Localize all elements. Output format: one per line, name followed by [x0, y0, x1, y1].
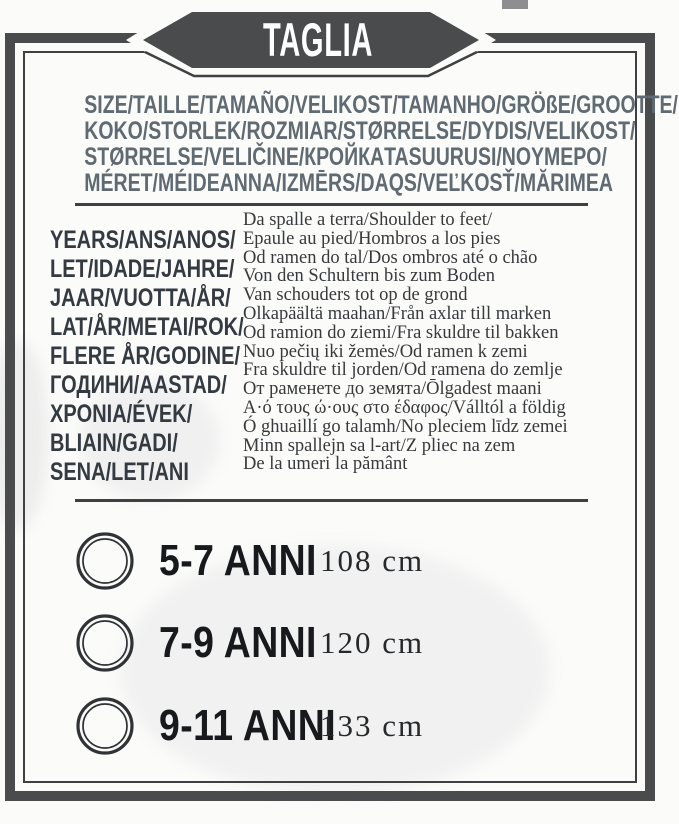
measurement-line: Von den Schultern bis zum Boden — [243, 266, 495, 287]
size-checkbox-circle — [75, 696, 135, 756]
size-age-label: 9-11 ANNI — [159, 701, 337, 750]
size-row — [15, 520, 645, 602]
measurement-line: Fra skuldre til jorden/Od ramena do zemlje — [243, 360, 563, 381]
age-column-line: SENA/LET/ANI — [50, 458, 189, 486]
measurement-line: Minn spallejn sa l-art/Z pliec na zem — [243, 435, 516, 456]
measurement-line: Α·ό τους ώ·ους στο έδαφος/Válltól a földig — [243, 397, 566, 418]
age-column-line: JAAR/VUOTTA/ÅR/ — [50, 284, 231, 312]
taglia-banner — [0, 0, 679, 92]
measurement-line: Da spalle a terra/Shoulder to feet/ — [243, 210, 493, 230]
age-column-line: YEARS/ANS/ANOS/ — [50, 226, 236, 254]
age-column-line: LET/IDADE/JAHRE/ — [50, 255, 235, 283]
age-column-line: FLERE ÅR/GODINE/ — [50, 342, 241, 370]
age-column-line: XPONIA/ÉVEK/ — [50, 400, 193, 428]
measurement-line: Olkapäältä maahan/Från axlar till marken — [243, 303, 552, 324]
horizontal-divider — [75, 203, 588, 206]
banner-title: TAGLIA — [263, 15, 373, 67]
age-column-line: ГОДИНИ/AASTAD/ — [50, 371, 227, 399]
measurement-line: Van schouders tot op de grond — [243, 285, 468, 306]
size-checkbox-circle — [75, 531, 135, 591]
measurement-line: Od ramen do tal/Dos ombros até o chão — [243, 247, 538, 268]
size-words-line: SIZE/TAILLE/TAMAÑO/VELIKOST/TAMANHO/GRÖßE/GROOTTE/ — [84, 91, 678, 119]
age-column-line: BLIAIN/GADI/ — [50, 429, 178, 457]
size-words-line: MÉRET/MÉIDEANNA/IZMĒRS/DAQS/VEĽKOSŤ/MĂRIMEA — [84, 169, 613, 197]
size-age-label: 5-7 ANNI — [159, 536, 317, 585]
age-column-line: LAT/ÅR/METAI/ROK/ — [50, 313, 244, 341]
measurement-line: От раменете до земята/Ōlgadest maani — [243, 379, 542, 400]
measurement-line: De la umeri la pământ — [243, 454, 408, 475]
age-column — [50, 226, 244, 487]
size-row — [15, 685, 645, 767]
size-words-line: KOKO/STORLEK/ROZMIAR/STØRRELSE/DYDIS/VELIKOST/ — [84, 117, 636, 145]
size-age-label: 7-9 ANNI — [159, 618, 317, 667]
label-frame — [5, 33, 678, 801]
measurement-line: Ó ghuaillí go talamh/No pleciem līdz zemei — [243, 416, 568, 437]
size-words-block — [15, 91, 678, 197]
measurement-line: Nuo pečių iki žemės/Od ramen k zemi — [243, 341, 528, 362]
measurement-line: Epaule au pied/Hombros a los pies — [243, 228, 501, 249]
size-words-line: STØRRELSE/VELIČINE/КРОЙКАTASUURUSI/NOYMEPO/ — [84, 143, 607, 171]
measurement-line: Od ramion do ziemi/Fra skuldre til bakken — [243, 322, 559, 343]
horizontal-divider — [75, 499, 588, 502]
measurement-column — [243, 211, 633, 474]
size-height-value: 120 cm — [320, 625, 425, 660]
size-height-value: 133 cm — [320, 708, 425, 743]
size-row — [15, 602, 645, 684]
size-checkbox-circle — [75, 613, 135, 673]
size-height-value: 108 cm — [320, 543, 425, 578]
